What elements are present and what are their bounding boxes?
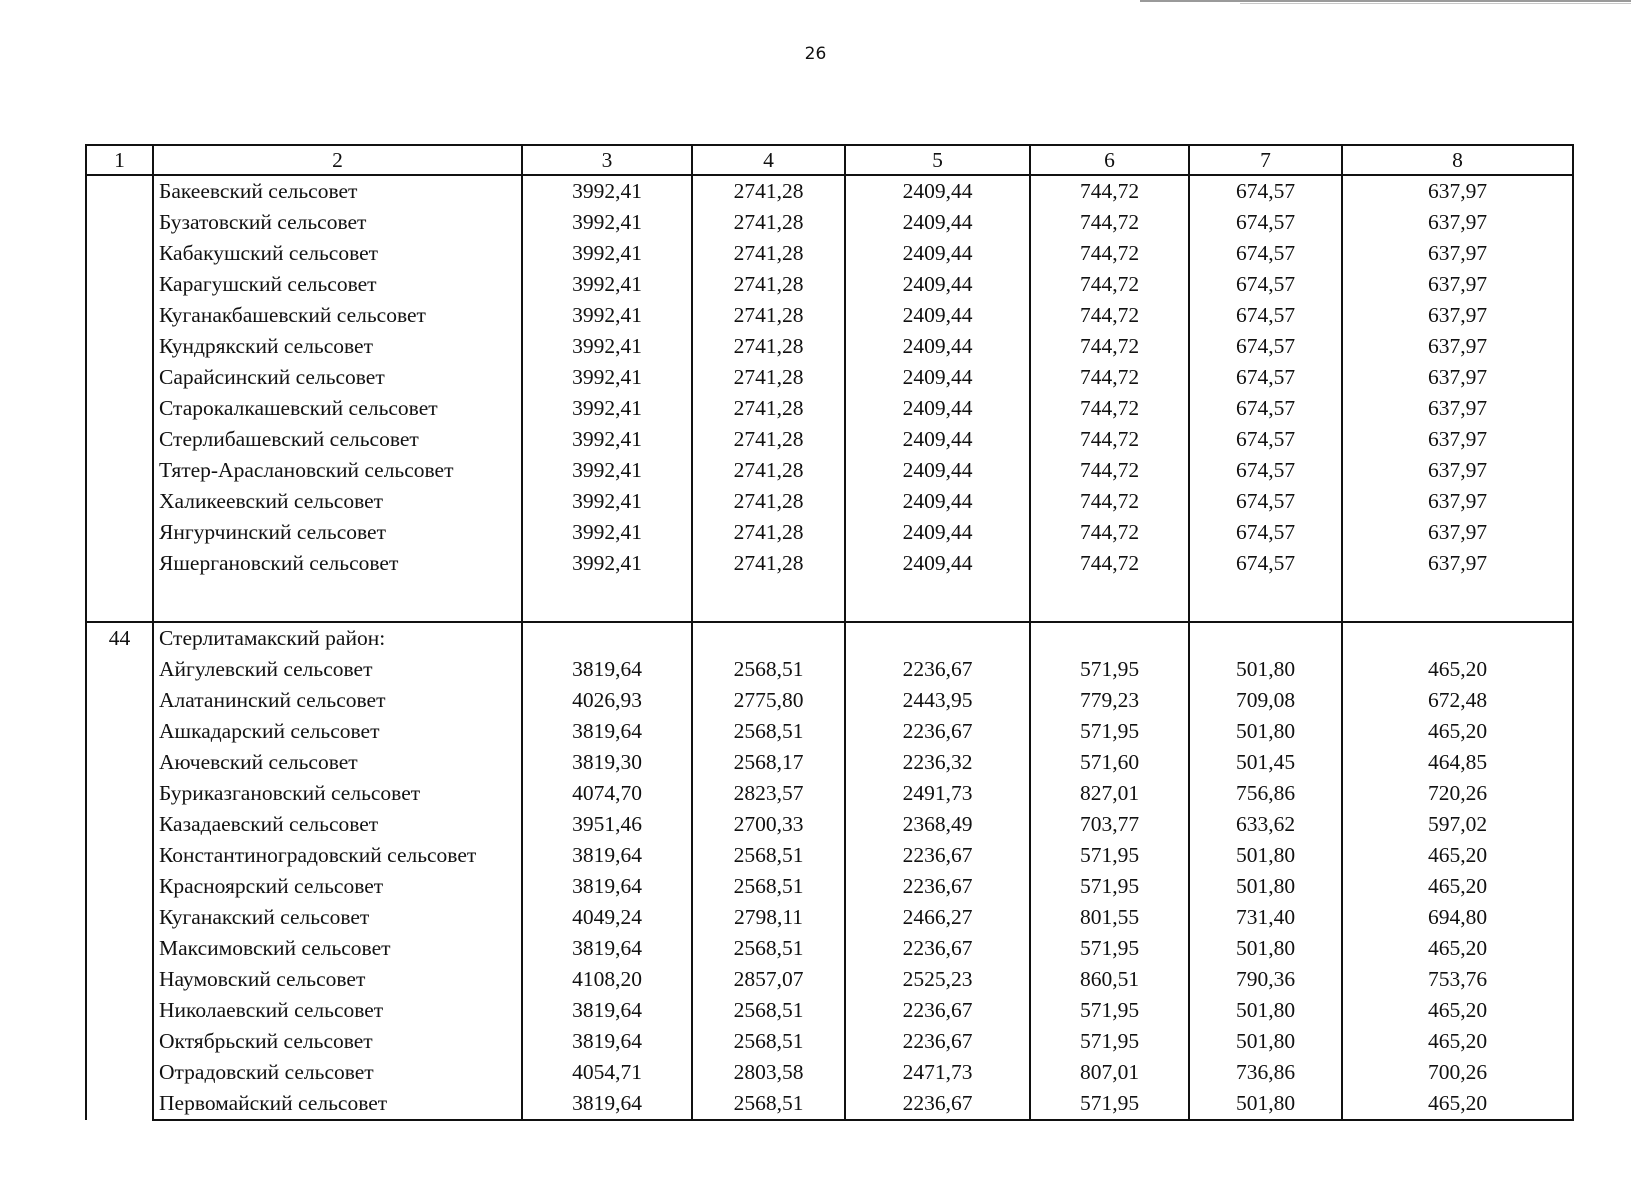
spacer-row (86, 579, 1573, 622)
value-cell-col-4: 2568,51 (692, 840, 845, 871)
value-cell-col-6: 571,95 (1030, 871, 1189, 902)
value-cell-col-4: 2741,28 (692, 331, 845, 362)
empty-cell (1189, 622, 1342, 654)
table-row (86, 964, 1573, 995)
value-cell-col-6: 703,77 (1030, 809, 1189, 840)
value-cell-col-4: 2568,51 (692, 871, 845, 902)
top-edge-rule-secondary (1240, 3, 1631, 4)
value-cell-col-3: 3819,64 (522, 1026, 692, 1057)
council-name: Куганакский сельсовет (153, 902, 522, 933)
value-cell-col-3: 3992,41 (522, 362, 692, 393)
value-cell-col-7: 736,86 (1189, 1057, 1342, 1088)
table-row (86, 207, 1573, 238)
value-cell-col-6: 744,72 (1030, 517, 1189, 548)
page-number: 26 (804, 44, 827, 64)
header-row (86, 145, 1573, 175)
table-header (86, 145, 1573, 175)
group-number (86, 175, 153, 622)
value-cell-col-4: 2741,28 (692, 175, 845, 207)
group-title: Стерлитамакский район: (153, 622, 522, 654)
council-name: Октябрьский сельсовет (153, 1026, 522, 1057)
value-cell-col-7: 633,62 (1189, 809, 1342, 840)
value-cell-col-3: 3992,41 (522, 548, 692, 579)
council-name: Ашкадарский сельсовет (153, 716, 522, 747)
value-cell-col-5: 2236,67 (845, 1026, 1030, 1057)
value-cell-col-4: 2700,33 (692, 809, 845, 840)
council-name: Казадаевский сельсовет (153, 809, 522, 840)
table-row (86, 809, 1573, 840)
value-cell-col-3: 3819,64 (522, 716, 692, 747)
table-row (86, 175, 1573, 207)
value-cell-col-8: 597,02 (1342, 809, 1573, 840)
value-cell-col-4: 2741,28 (692, 393, 845, 424)
value-cell-col-7: 674,57 (1189, 424, 1342, 455)
value-cell-col-8: 637,97 (1342, 517, 1573, 548)
council-name: Наумовский сельсовет (153, 964, 522, 995)
value-cell-col-6: 779,23 (1030, 685, 1189, 716)
value-cell-col-6: 571,95 (1030, 1026, 1189, 1057)
header-cell-6: 6 (1030, 145, 1189, 175)
table-row (86, 548, 1573, 579)
empty-cell (1342, 579, 1573, 622)
value-cell-col-8: 637,97 (1342, 393, 1573, 424)
value-cell-col-4: 2568,51 (692, 716, 845, 747)
value-cell-col-3: 3992,41 (522, 424, 692, 455)
value-cell-col-3: 3819,64 (522, 1088, 692, 1120)
value-cell-col-6: 744,72 (1030, 207, 1189, 238)
value-cell-col-6: 744,72 (1030, 269, 1189, 300)
value-cell-col-6: 571,60 (1030, 747, 1189, 778)
empty-cell (153, 579, 522, 622)
value-cell-col-5: 2236,32 (845, 747, 1030, 778)
value-cell-col-8: 637,97 (1342, 331, 1573, 362)
value-cell-col-6: 827,01 (1030, 778, 1189, 809)
council-name: Максимовский сельсовет (153, 933, 522, 964)
value-cell-col-7: 674,57 (1189, 548, 1342, 579)
table-row (86, 933, 1573, 964)
value-cell-col-5: 2409,44 (845, 207, 1030, 238)
value-cell-col-5: 2409,44 (845, 486, 1030, 517)
header-cell-8: 8 (1342, 145, 1573, 175)
value-cell-col-8: 637,97 (1342, 362, 1573, 393)
value-cell-col-4: 2798,11 (692, 902, 845, 933)
value-cell-col-4: 2803,58 (692, 1057, 845, 1088)
value-cell-col-6: 744,72 (1030, 424, 1189, 455)
value-cell-col-7: 674,57 (1189, 517, 1342, 548)
table-row (86, 238, 1573, 269)
council-name: Айгулевский сельсовет (153, 654, 522, 685)
value-cell-col-5: 2409,44 (845, 175, 1030, 207)
value-cell-col-5: 2409,44 (845, 393, 1030, 424)
value-cell-col-7: 756,86 (1189, 778, 1342, 809)
value-cell-col-7: 501,45 (1189, 747, 1342, 778)
value-cell-col-7: 674,57 (1189, 300, 1342, 331)
header-cell-4: 4 (692, 145, 845, 175)
value-cell-col-3: 3819,64 (522, 933, 692, 964)
empty-cell (522, 579, 692, 622)
value-cell-col-6: 571,95 (1030, 995, 1189, 1026)
council-name: Стерлибашевский сельсовет (153, 424, 522, 455)
council-name: Бакеевский сельсовет (153, 175, 522, 207)
value-cell-col-4: 2568,17 (692, 747, 845, 778)
value-cell-col-6: 744,72 (1030, 548, 1189, 579)
group-number: 44 (86, 622, 153, 1120)
table-row (86, 1026, 1573, 1057)
value-cell-col-5: 2409,44 (845, 269, 1030, 300)
value-cell-col-5: 2409,44 (845, 424, 1030, 455)
top-edge-rule (1140, 0, 1631, 2)
value-cell-col-7: 674,57 (1189, 455, 1342, 486)
value-cell-col-3: 4108,20 (522, 964, 692, 995)
value-cell-col-5: 2236,67 (845, 1088, 1030, 1120)
value-cell-col-7: 674,57 (1189, 331, 1342, 362)
value-cell-col-3: 3992,41 (522, 393, 692, 424)
value-cell-col-6: 744,72 (1030, 175, 1189, 207)
value-cell-col-4: 2741,28 (692, 424, 845, 455)
value-cell-col-5: 2236,67 (845, 716, 1030, 747)
value-cell-col-8: 465,20 (1342, 716, 1573, 747)
value-cell-col-5: 2525,23 (845, 964, 1030, 995)
data-table (85, 144, 1574, 1121)
value-cell-col-3: 4026,93 (522, 685, 692, 716)
value-cell-col-3: 4054,71 (522, 1057, 692, 1088)
value-cell-col-5: 2443,95 (845, 685, 1030, 716)
council-name: Яшергановский сельсовет (153, 548, 522, 579)
value-cell-col-5: 2491,73 (845, 778, 1030, 809)
table-row (86, 685, 1573, 716)
empty-cell (1030, 622, 1189, 654)
empty-cell (1189, 579, 1342, 622)
value-cell-col-4: 2857,07 (692, 964, 845, 995)
value-cell-col-7: 501,80 (1189, 1088, 1342, 1120)
council-name: Константиноградовский сельсовет (153, 840, 522, 871)
value-cell-col-3: 4049,24 (522, 902, 692, 933)
value-cell-col-5: 2236,67 (845, 654, 1030, 685)
value-cell-col-8: 464,85 (1342, 747, 1573, 778)
value-cell-col-4: 2568,51 (692, 933, 845, 964)
value-cell-col-7: 790,36 (1189, 964, 1342, 995)
value-cell-col-5: 2409,44 (845, 300, 1030, 331)
value-cell-col-6: 744,72 (1030, 486, 1189, 517)
value-cell-col-5: 2409,44 (845, 331, 1030, 362)
value-cell-col-4: 2741,28 (692, 362, 845, 393)
value-cell-col-7: 674,57 (1189, 175, 1342, 207)
value-cell-col-4: 2741,28 (692, 517, 845, 548)
table-row (86, 393, 1573, 424)
value-cell-col-3: 3819,30 (522, 747, 692, 778)
council-name: Отрадовский сельсовет (153, 1057, 522, 1088)
council-name: Кабакушский сельсовет (153, 238, 522, 269)
value-cell-col-7: 501,80 (1189, 654, 1342, 685)
value-cell-col-3: 3992,41 (522, 331, 692, 362)
table-row (86, 840, 1573, 871)
value-cell-col-3: 3992,41 (522, 486, 692, 517)
value-cell-col-7: 674,57 (1189, 269, 1342, 300)
table-row (86, 902, 1573, 933)
council-name: Красноярский сельсовет (153, 871, 522, 902)
council-name: Карагушский сельсовет (153, 269, 522, 300)
value-cell-col-8: 465,20 (1342, 654, 1573, 685)
empty-cell (845, 622, 1030, 654)
value-cell-col-6: 807,01 (1030, 1057, 1189, 1088)
table-row (86, 517, 1573, 548)
value-cell-col-6: 571,95 (1030, 716, 1189, 747)
value-cell-col-5: 2236,67 (845, 871, 1030, 902)
council-name: Николаевский сельсовет (153, 995, 522, 1026)
table-row (86, 654, 1573, 685)
table-row (86, 424, 1573, 455)
council-name: Кундрякский сельсовет (153, 331, 522, 362)
table-row (86, 300, 1573, 331)
value-cell-col-7: 674,57 (1189, 207, 1342, 238)
table-row (86, 1088, 1573, 1120)
value-cell-col-3: 3992,41 (522, 207, 692, 238)
value-cell-col-8: 465,20 (1342, 840, 1573, 871)
council-name: Халикеевский сельсовет (153, 486, 522, 517)
empty-cell (845, 579, 1030, 622)
value-cell-col-6: 801,55 (1030, 902, 1189, 933)
council-name: Сарайсинский сельсовет (153, 362, 522, 393)
value-cell-col-7: 501,80 (1189, 840, 1342, 871)
value-cell-col-4: 2775,80 (692, 685, 845, 716)
value-cell-col-3: 3819,64 (522, 995, 692, 1026)
value-cell-col-6: 744,72 (1030, 393, 1189, 424)
value-cell-col-7: 501,80 (1189, 1026, 1342, 1057)
value-cell-col-8: 465,20 (1342, 871, 1573, 902)
header-cell-2: 2 (153, 145, 522, 175)
table-row (86, 778, 1573, 809)
table-row (86, 995, 1573, 1026)
empty-cell (1342, 622, 1573, 654)
value-cell-col-3: 3992,41 (522, 455, 692, 486)
value-cell-col-8: 637,97 (1342, 207, 1573, 238)
empty-cell (522, 622, 692, 654)
value-cell-col-5: 2236,67 (845, 995, 1030, 1026)
value-cell-col-8: 700,26 (1342, 1057, 1573, 1088)
value-cell-col-7: 709,08 (1189, 685, 1342, 716)
council-name: Аючевский сельсовет (153, 747, 522, 778)
value-cell-col-3: 3951,46 (522, 809, 692, 840)
value-cell-col-6: 744,72 (1030, 238, 1189, 269)
value-cell-col-7: 501,80 (1189, 871, 1342, 902)
value-cell-col-4: 2741,28 (692, 548, 845, 579)
value-cell-col-4: 2568,51 (692, 1088, 845, 1120)
table-row (86, 1057, 1573, 1088)
value-cell-col-6: 571,95 (1030, 1088, 1189, 1120)
value-cell-col-4: 2568,51 (692, 1026, 845, 1057)
value-cell-col-6: 571,95 (1030, 933, 1189, 964)
value-cell-col-6: 744,72 (1030, 331, 1189, 362)
value-cell-col-3: 3992,41 (522, 238, 692, 269)
council-name: Янгурчинский сельсовет (153, 517, 522, 548)
value-cell-col-5: 2466,27 (845, 902, 1030, 933)
empty-cell (1030, 579, 1189, 622)
value-cell-col-4: 2741,28 (692, 455, 845, 486)
value-cell-col-8: 694,80 (1342, 902, 1573, 933)
value-cell-col-3: 4074,70 (522, 778, 692, 809)
council-name: Буриказгановский сельсовет (153, 778, 522, 809)
value-cell-col-7: 501,80 (1189, 716, 1342, 747)
value-cell-col-8: 637,97 (1342, 269, 1573, 300)
table-row (86, 871, 1573, 902)
value-cell-col-6: 744,72 (1030, 362, 1189, 393)
value-cell-col-8: 637,97 (1342, 300, 1573, 331)
value-cell-col-8: 465,20 (1342, 933, 1573, 964)
value-cell-col-8: 753,76 (1342, 964, 1573, 995)
table-row (86, 331, 1573, 362)
council-name: Бузатовский сельсовет (153, 207, 522, 238)
value-cell-col-4: 2568,51 (692, 995, 845, 1026)
value-cell-col-4: 2741,28 (692, 269, 845, 300)
value-cell-col-5: 2409,44 (845, 548, 1030, 579)
value-cell-col-4: 2741,28 (692, 207, 845, 238)
value-cell-col-5: 2409,44 (845, 362, 1030, 393)
council-name: Куганакбашевский сельсовет (153, 300, 522, 331)
council-name: Старокалкашевский сельсовет (153, 393, 522, 424)
value-cell-col-7: 674,57 (1189, 238, 1342, 269)
value-cell-col-8: 672,48 (1342, 685, 1573, 716)
value-cell-col-8: 465,20 (1342, 995, 1573, 1026)
value-cell-col-3: 3992,41 (522, 300, 692, 331)
value-cell-col-5: 2368,49 (845, 809, 1030, 840)
value-cell-col-7: 674,57 (1189, 393, 1342, 424)
table-row (86, 362, 1573, 393)
table-row (86, 455, 1573, 486)
value-cell-col-4: 2568,51 (692, 654, 845, 685)
header-cell-5: 5 (845, 145, 1030, 175)
empty-cell (692, 622, 845, 654)
council-name: Первомайский сельсовет (153, 1088, 522, 1120)
header-cell-3: 3 (522, 145, 692, 175)
group-title-row (86, 622, 1573, 654)
value-cell-col-6: 571,95 (1030, 840, 1189, 871)
value-cell-col-5: 2236,67 (845, 840, 1030, 871)
value-cell-col-5: 2409,44 (845, 455, 1030, 486)
value-cell-col-8: 637,97 (1342, 424, 1573, 455)
value-cell-col-7: 674,57 (1189, 486, 1342, 517)
value-cell-col-3: 3819,64 (522, 654, 692, 685)
table-body (86, 175, 1573, 1120)
value-cell-col-8: 637,97 (1342, 548, 1573, 579)
value-cell-col-5: 2409,44 (845, 238, 1030, 269)
value-cell-col-8: 720,26 (1342, 778, 1573, 809)
value-cell-col-6: 571,95 (1030, 654, 1189, 685)
value-cell-col-7: 501,80 (1189, 995, 1342, 1026)
value-cell-col-5: 2409,44 (845, 517, 1030, 548)
table-row (86, 269, 1573, 300)
value-cell-col-4: 2823,57 (692, 778, 845, 809)
value-cell-col-7: 501,80 (1189, 933, 1342, 964)
value-cell-col-8: 637,97 (1342, 455, 1573, 486)
value-cell-col-8: 465,20 (1342, 1026, 1573, 1057)
council-name: Тятер-Араслановский сельсовет (153, 455, 522, 486)
value-cell-col-3: 3819,64 (522, 840, 692, 871)
table-row (86, 747, 1573, 778)
value-cell-col-8: 465,20 (1342, 1088, 1573, 1120)
value-cell-col-3: 3819,64 (522, 871, 692, 902)
value-cell-col-8: 637,97 (1342, 238, 1573, 269)
value-cell-col-6: 744,72 (1030, 455, 1189, 486)
header-cell-7: 7 (1189, 145, 1342, 175)
value-cell-col-3: 3992,41 (522, 269, 692, 300)
table-row (86, 486, 1573, 517)
value-cell-col-3: 3992,41 (522, 517, 692, 548)
value-cell-col-4: 2741,28 (692, 238, 845, 269)
value-cell-col-8: 637,97 (1342, 175, 1573, 207)
value-cell-col-5: 2471,73 (845, 1057, 1030, 1088)
header-cell-1: 1 (86, 145, 153, 175)
value-cell-col-5: 2236,67 (845, 933, 1030, 964)
value-cell-col-6: 860,51 (1030, 964, 1189, 995)
value-cell-col-4: 2741,28 (692, 300, 845, 331)
value-cell-col-7: 731,40 (1189, 902, 1342, 933)
value-cell-col-4: 2741,28 (692, 486, 845, 517)
value-cell-col-3: 3992,41 (522, 175, 692, 207)
value-cell-col-8: 637,97 (1342, 486, 1573, 517)
value-cell-col-7: 674,57 (1189, 362, 1342, 393)
empty-cell (692, 579, 845, 622)
council-name: Алатанинский сельсовет (153, 685, 522, 716)
table-row (86, 716, 1573, 747)
value-cell-col-6: 744,72 (1030, 300, 1189, 331)
